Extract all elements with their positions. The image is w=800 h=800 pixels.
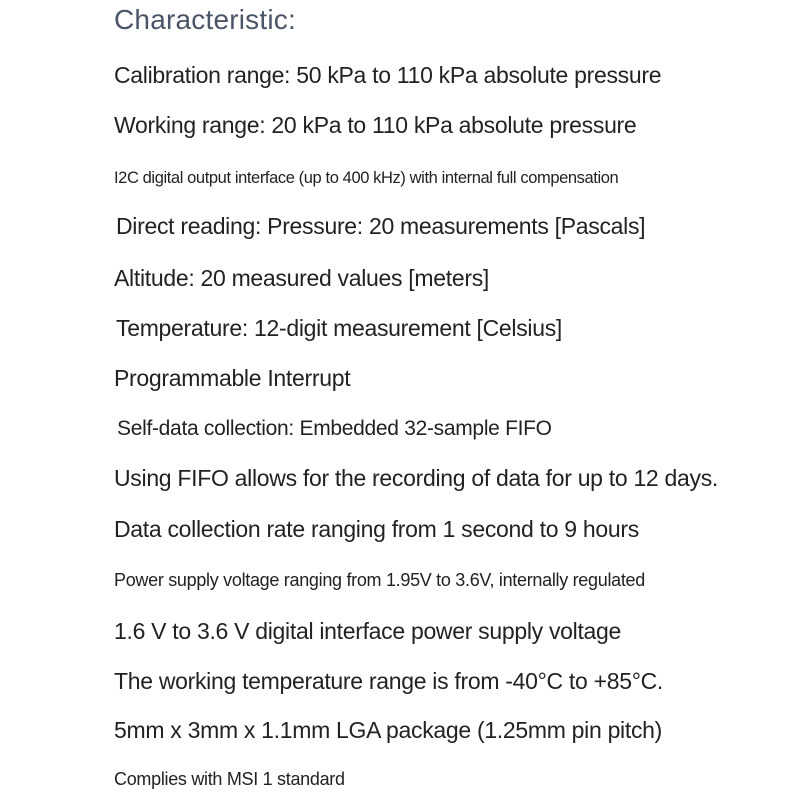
spec-digital-interface-voltage: 1.6 V to 3.6 V digital interface power supply voltage: [114, 618, 622, 644]
section-heading: Characteristic:: [114, 4, 296, 35]
spec-msi-compliance: Complies with MSI 1 standard: [114, 769, 345, 789]
spec-i2c-interface: I2C digital output interface (up to 400 kHz) with internal full compensation: [114, 169, 619, 187]
spec-collection-rate: Data collection rate ranging from 1 second to 9 hours: [114, 516, 639, 542]
spec-self-data-collection: Self-data collection: Embedded 32-sample FIFO: [117, 417, 552, 440]
spec-calibration-range: Calibration range: 50 kPa to 110 kPa absolute pressure: [114, 62, 662, 88]
spec-altitude: Altitude: 20 measured values [meters]: [114, 265, 489, 291]
spec-package: 5mm x 3mm x 1.1mm LGA package (1.25mm pin pitch): [114, 717, 663, 743]
spec-power-supply: Power supply voltage ranging from 1.95V to 3.6V, internally regulated: [114, 570, 645, 590]
spec-working-range: Working range: 20 kPa to 110 kPa absolute pressure: [114, 112, 637, 138]
spec-temperature: Temperature: 12-digit measurement [Celsius]: [116, 315, 563, 341]
spec-programmable-interrupt: Programmable Interrupt: [114, 365, 351, 391]
spec-direct-reading-pressure: Direct reading: Pressure: 20 measurements [Pascals]: [116, 213, 646, 239]
spec-fifo-recording: Using FIFO allows for the recording of data for up to 12 days.: [114, 465, 718, 491]
spec-working-temperature: The working temperature range is from -40°C to +85°C.: [114, 668, 663, 694]
